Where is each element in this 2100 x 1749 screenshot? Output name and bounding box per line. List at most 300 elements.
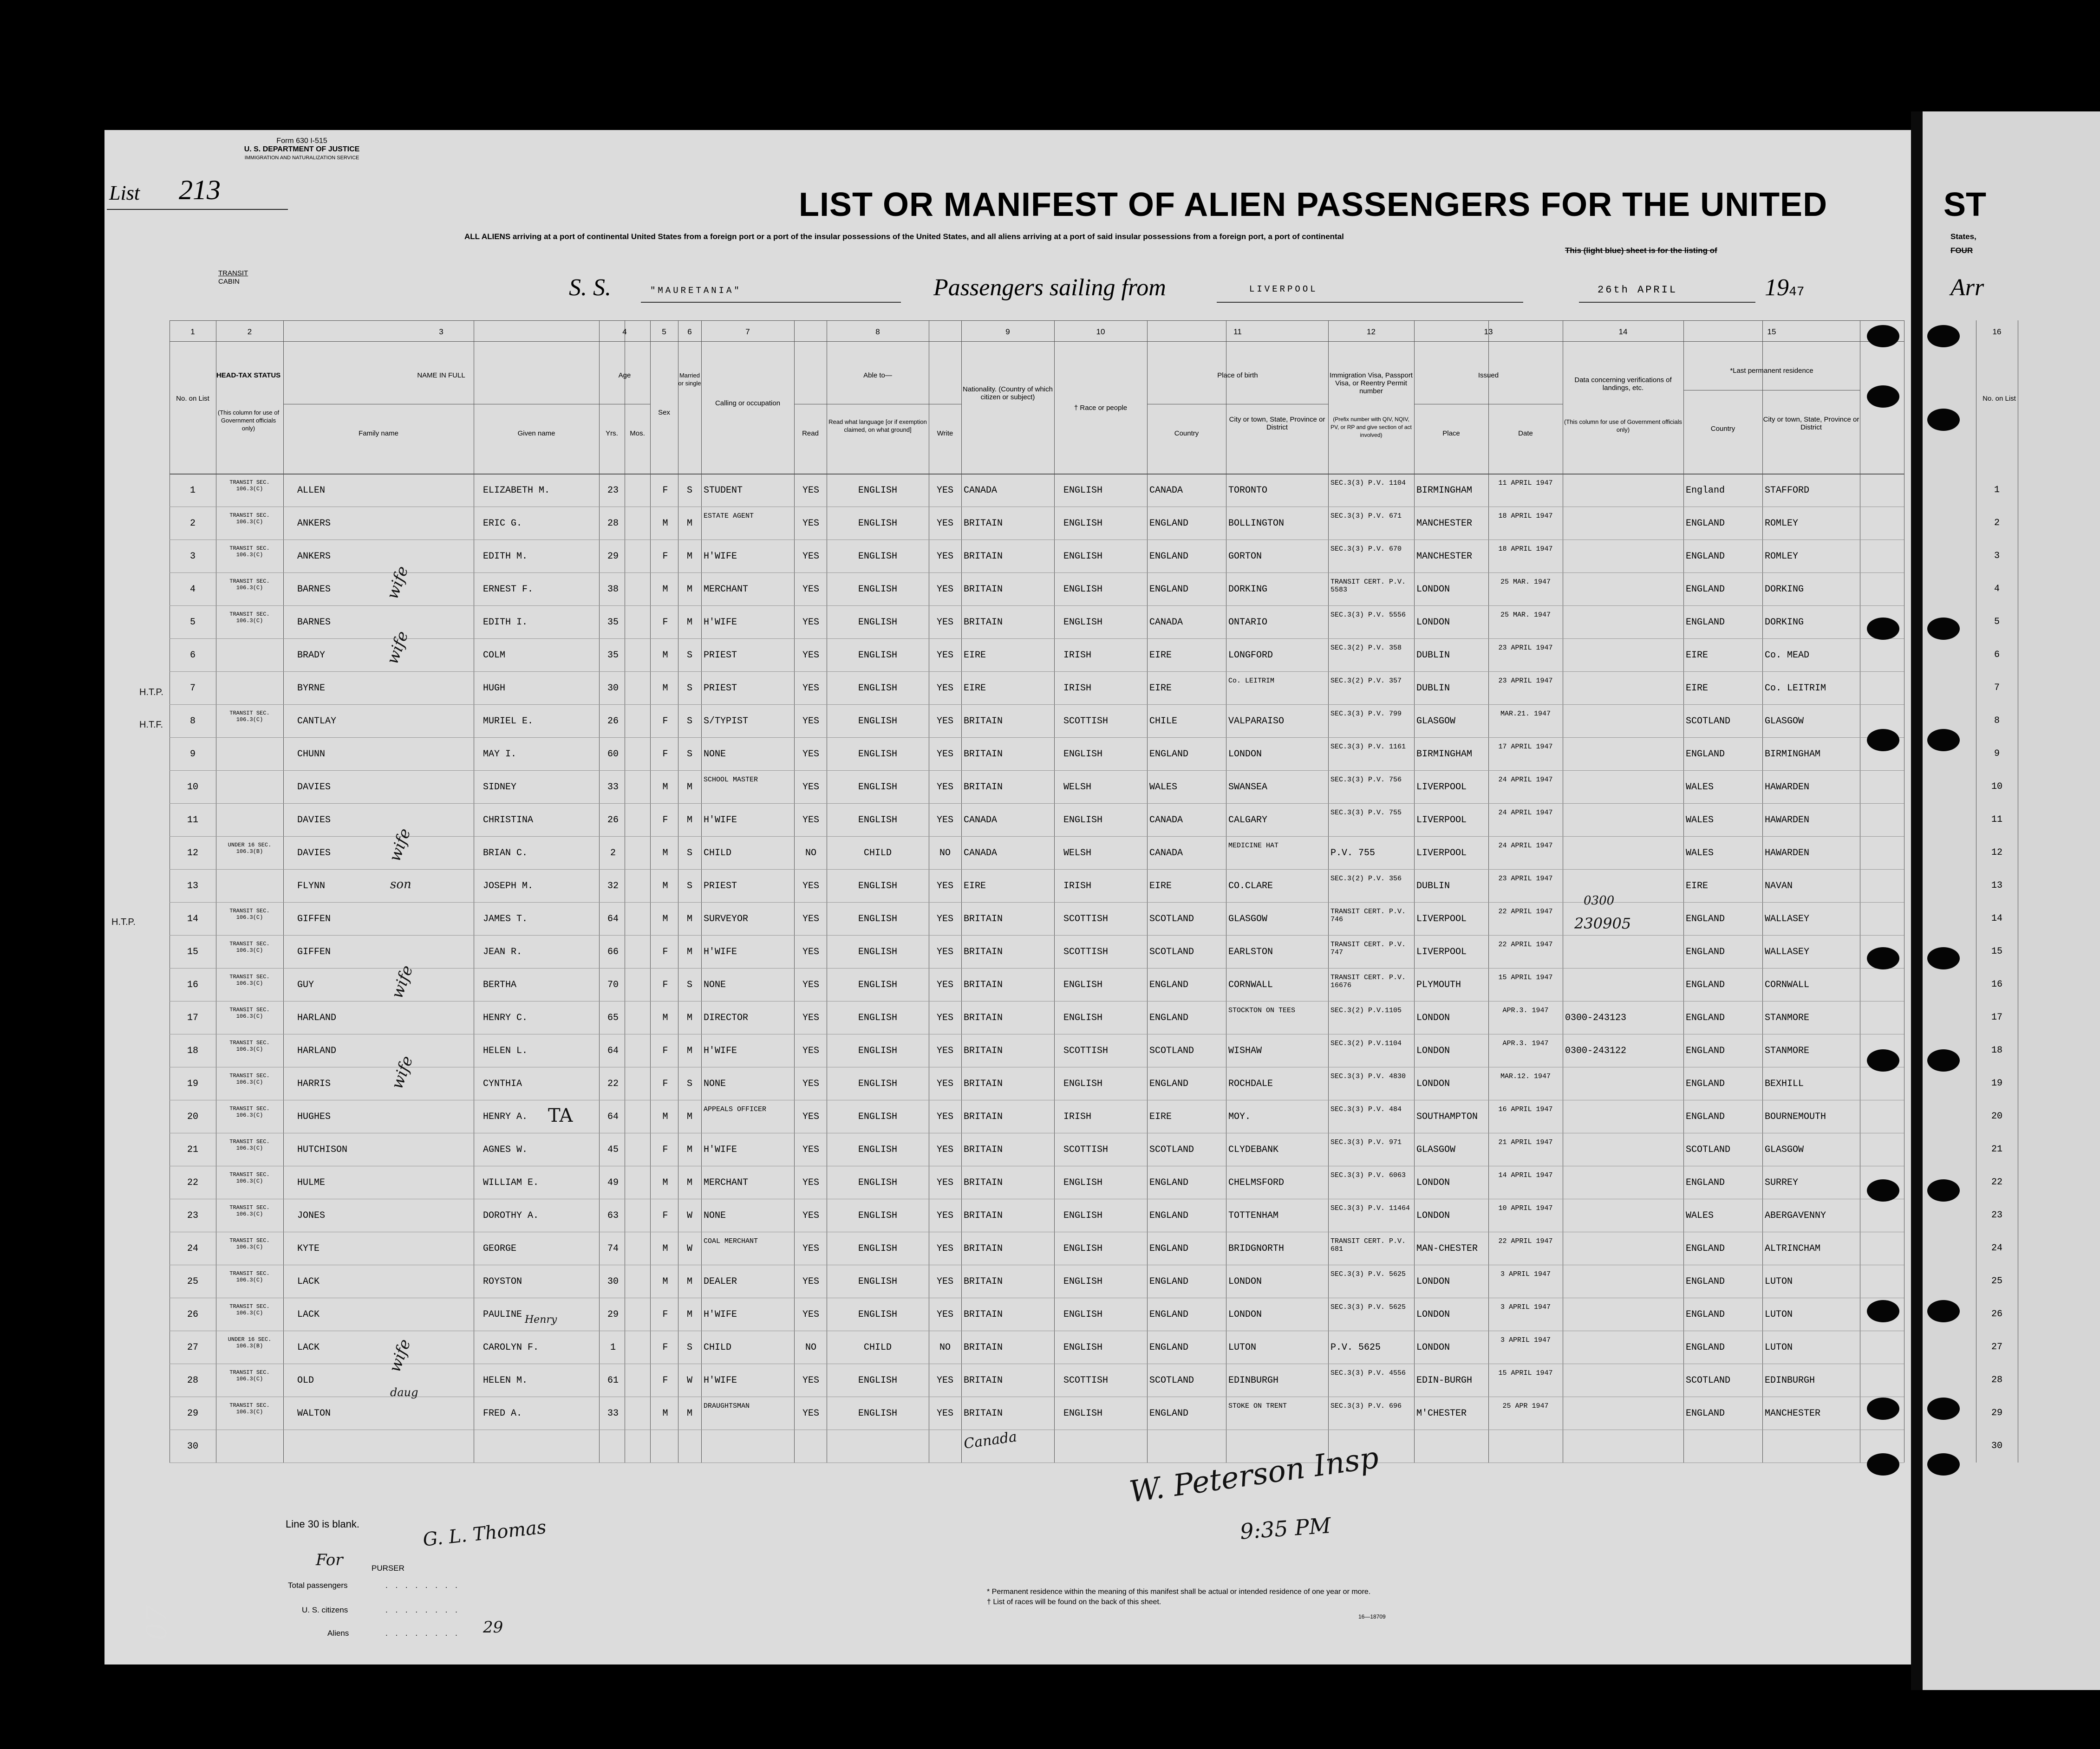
hdr-able-to: Able to— — [863, 371, 892, 379]
cell-rcity: HAWARDEN — [1765, 782, 1810, 793]
punch-hole — [1927, 618, 1960, 640]
cell-bcity: ONTARIO — [1228, 618, 1268, 628]
cell-occ: SCHOOL MASTER — [704, 776, 758, 784]
cell-rcity: HAWARDEN — [1765, 848, 1810, 858]
cell-yrs: 29 — [607, 552, 619, 562]
cell-bcountry: EIRE — [1149, 881, 1172, 891]
aliens-count: 29 — [483, 1618, 503, 1637]
cell-sex: M — [662, 782, 668, 793]
note-wife-11: wife — [385, 826, 415, 864]
cell-sex: F — [662, 618, 668, 628]
cell-no: 9 — [189, 749, 196, 760]
cell-race: SCOTTISH — [1063, 1376, 1109, 1386]
cell-rcountry: ENGLAND — [1686, 1310, 1725, 1320]
cell-tax: TRANSIT SEC. 106.3(C) — [229, 611, 270, 624]
cell-read: YES — [802, 519, 819, 529]
cell-ms: M — [686, 1310, 692, 1320]
cell-no: 25 — [187, 1277, 198, 1287]
department: U. S. DEPARTMENT OF JUSTICE — [244, 145, 360, 153]
cell-date: MAR.12. 1947 — [1500, 1073, 1551, 1080]
grid-vline — [1488, 320, 1489, 1463]
cell-rcountry: ENGLAND — [1686, 1178, 1725, 1188]
cell-family: OLD — [297, 1376, 314, 1386]
cell-date: 25 APR 1947 — [1502, 1402, 1549, 1410]
cell-visa: SEC.3(3) P.V. 755 — [1330, 809, 1402, 817]
cell-write: YES — [936, 881, 953, 891]
cell-yrs: 64 — [607, 914, 619, 924]
cell-rcountry: EIRE — [1686, 881, 1709, 891]
page-gutter — [1911, 111, 1923, 1690]
cell-bcity: ROCHDALE — [1228, 1079, 1273, 1089]
cell-family: GIFFEN — [297, 947, 331, 957]
next-page-row-number: 20 — [1991, 1111, 2002, 1122]
cell-occ: MERCHANT — [704, 585, 749, 595]
cell-lang: ENGLISH — [858, 1112, 897, 1122]
cell-nat: BRITAIN — [964, 980, 1003, 990]
grid-row-line — [170, 671, 1904, 672]
cell-occ: H'WIFE — [704, 1145, 737, 1155]
cell-occ: NONE — [704, 1211, 726, 1221]
cell-given: COLM — [483, 650, 506, 661]
punch-hole — [1867, 1300, 1899, 1322]
cell-tax: TRANSIT SEC. 106.3(C) — [229, 1040, 270, 1053]
cell-race: SCOTTISH — [1063, 947, 1109, 957]
cell-read: YES — [802, 618, 819, 628]
cell-visa: TRANSIT CERT. P.V. 747 — [1330, 941, 1406, 956]
list-label: List — [109, 182, 140, 204]
cell-lang: ENGLISH — [858, 1277, 897, 1287]
cell-date: MAR.21. 1947 — [1500, 710, 1551, 718]
cell-rcountry: ENGLAND — [1686, 980, 1725, 990]
cell-bcity: BRIDGNORTH — [1228, 1244, 1285, 1254]
cell-sex: F — [662, 552, 668, 562]
cell-no: 8 — [189, 716, 196, 727]
column-number: 16 — [1992, 327, 2002, 336]
cell-given: CAROLYN F. — [483, 1343, 539, 1353]
next-page-row-number: 8 — [1994, 715, 2000, 726]
cell-lang: ENGLISH — [858, 1244, 897, 1254]
cell-date: 25 MAR. 1947 — [1500, 578, 1551, 586]
cell-place: LONDON — [1416, 1178, 1450, 1188]
cell-bcity: LUTON — [1228, 1343, 1257, 1353]
cell-ms: W — [686, 1211, 692, 1221]
service: IMMIGRATION AND NATURALIZATION SERVICE — [244, 155, 359, 161]
cell-visa: SEC.3(2) P.V. 356 — [1330, 875, 1402, 883]
cell-ms: S — [686, 650, 692, 661]
cell-rcountry: WALES — [1686, 848, 1714, 858]
cell-place: LONDON — [1416, 1310, 1450, 1320]
cell-read: YES — [802, 1145, 819, 1155]
cell-place: M'CHESTER — [1416, 1409, 1467, 1419]
cell-nat: BRITAIN — [964, 716, 1003, 727]
cell-family: DAVIES — [297, 782, 331, 793]
cell-bcity: WISHAW — [1228, 1046, 1262, 1056]
cell-place: LIVERPOOL — [1416, 815, 1467, 826]
cell-ms: M — [686, 947, 692, 957]
cell-nat: BRITAIN — [964, 749, 1003, 760]
cell-occ: NONE — [704, 1079, 726, 1089]
cell-sex: M — [662, 519, 668, 529]
cell-given: CHRISTINA — [483, 815, 534, 826]
cell-nat: BRITAIN — [964, 585, 1003, 595]
cell-write: YES — [936, 1013, 953, 1023]
note-son-12: son — [390, 878, 411, 891]
cell-no: 29 — [187, 1409, 198, 1419]
cell-lang: ENGLISH — [858, 486, 897, 496]
cell-rcity: CORNWALL — [1765, 980, 1810, 990]
cell-bcity: Co. LEITRIM — [1228, 677, 1275, 685]
cell-lang: ENGLISH — [858, 815, 897, 826]
cell-family: HUGHES — [297, 1112, 331, 1122]
cell-place: LONDON — [1416, 1277, 1450, 1287]
next-page-row-number: 30 — [1991, 1441, 2002, 1451]
hdr-place-of-birth: Place of birth — [1217, 371, 1258, 379]
cell-sex: F — [662, 980, 668, 990]
cell-rcountry: ENGLAND — [1686, 1046, 1725, 1056]
cell-write: YES — [936, 1079, 953, 1089]
cell-bcity: SWANSEA — [1228, 782, 1268, 793]
cell-sex: F — [662, 1079, 668, 1089]
cell-family: JONES — [297, 1211, 326, 1221]
port-underline — [1217, 302, 1523, 303]
cell-sex: M — [662, 848, 668, 858]
cell-race: WELSH — [1063, 848, 1092, 858]
cell-visa: SEC.3(3) P.V. 1161 — [1330, 743, 1406, 751]
cabin-label: CABIN — [218, 278, 240, 286]
punch-hole — [1867, 618, 1899, 640]
cell-bcountry: EIRE — [1149, 1112, 1172, 1122]
cell-lang: ENGLISH — [858, 1046, 897, 1056]
cell-tax: TRANSIT SEC. 106.3(C) — [229, 941, 270, 954]
cell-rcity: HAWARDEN — [1765, 815, 1810, 826]
cell-bcity: CORNWALL — [1228, 980, 1273, 990]
hdr-data-note: (This column for use of Government officials only) — [1564, 418, 1683, 433]
grid-hline — [170, 474, 1904, 475]
cell-write: YES — [936, 683, 953, 694]
punch-hole — [1867, 1179, 1899, 1202]
cell-tax: TRANSIT SEC. 106.3(C) — [229, 1402, 270, 1415]
column-number: 12 — [1367, 327, 1376, 336]
cell-visa: SEC.3(3) P.V. 671 — [1330, 512, 1402, 520]
cell-nat: BRITAIN — [964, 1079, 1003, 1089]
cell-given: ELIZABETH M. — [483, 486, 550, 496]
cell-lang: CHILD — [863, 848, 892, 858]
purser-label: PURSER — [372, 1564, 404, 1573]
cell-occ: DIRECTOR — [704, 1013, 749, 1023]
cell-race: WELSH — [1063, 782, 1092, 793]
cell-no: 23 — [187, 1211, 198, 1221]
cell-family: ANKERS — [297, 519, 331, 529]
cell-place: LONDON — [1416, 1046, 1450, 1056]
cell-occ: H'WIFE — [704, 618, 737, 628]
cell-nat: BRITAIN — [964, 1046, 1003, 1056]
hdr-race: † Race or people — [1074, 404, 1128, 412]
cell-rcity: BIRMINGHAM — [1765, 749, 1821, 760]
cell-yrs: 32 — [607, 881, 619, 891]
cell-family: DAVIES — [297, 848, 331, 858]
cell-family: FLYNN — [297, 881, 326, 891]
punch-hole — [1867, 1049, 1899, 1072]
cell-race: ENGLISH — [1063, 519, 1103, 529]
next-page-row-number: 13 — [1991, 880, 2002, 891]
cell-read: YES — [802, 1178, 819, 1188]
cell-rcountry: ENGLAND — [1686, 1013, 1725, 1023]
cell-ms: M — [686, 585, 692, 595]
note-data-13a: 0300 — [1584, 894, 1615, 908]
cell-given: EDITH I. — [483, 618, 528, 628]
cell-rcity: STANMORE — [1765, 1046, 1810, 1056]
punch-hole — [1927, 1300, 1960, 1322]
cell-tax: TRANSIT SEC. 106.3(C) — [229, 1270, 270, 1283]
hdr-head-tax: HEAD-TAX STATUS — [216, 371, 281, 379]
cell-ms: S — [686, 980, 692, 990]
cell-yrs: 66 — [607, 947, 619, 957]
note-wife-26: wife — [385, 1337, 415, 1375]
cell-bcountry: ENGLAND — [1149, 1079, 1189, 1089]
cell-visa: SEC.3(3) P.V. 6063 — [1330, 1171, 1406, 1179]
form-number: Form 630 I-515 — [276, 137, 327, 145]
cell-sex: F — [662, 815, 668, 826]
cell-visa: P.V. 5625 — [1330, 1343, 1381, 1353]
cell-family: HULME — [297, 1178, 326, 1188]
cell-read: YES — [802, 947, 819, 957]
column-number: 9 — [1005, 327, 1010, 336]
cell-race: IRISH — [1063, 881, 1092, 891]
cell-race: ENGLISH — [1063, 815, 1103, 826]
cell-ms: S — [686, 716, 692, 727]
cell-tax: TRANSIT SEC. 106.3(C) — [229, 1138, 270, 1151]
ship-underline — [641, 302, 901, 303]
cell-bcountry: SCOTLAND — [1149, 1145, 1194, 1155]
cell-rcountry: WALES — [1686, 1211, 1714, 1221]
hdr-birth-city: City or town, State, Province or District — [1229, 416, 1325, 431]
column-number: 4 — [622, 327, 627, 336]
cell-bcountry: CANADA — [1149, 486, 1183, 496]
cell-yrs: 30 — [607, 1277, 619, 1287]
cell-sex: M — [662, 650, 668, 661]
column-number: 5 — [662, 327, 666, 336]
cell-visa: SEC.3(2) P.V. 358 — [1330, 644, 1402, 652]
cell-date: 22 APRIL 1947 — [1498, 941, 1553, 949]
cell-given: PAULINE — [483, 1310, 522, 1320]
cell-family: BARNES — [297, 618, 331, 628]
cell-yrs: 35 — [607, 650, 619, 661]
note-daug-27: daug — [390, 1386, 418, 1399]
cell-read: YES — [802, 1046, 819, 1056]
cell-date: 23 APRIL 1947 — [1498, 644, 1553, 652]
cell-race: ENGLISH — [1063, 1211, 1103, 1221]
note-htp-6: H.T.P. — [139, 687, 163, 697]
cell-lang: ENGLISH — [858, 618, 897, 628]
hdr-visa: Immigration Visa, Passport Visa, or Reentry Permit number — [1330, 371, 1413, 395]
cell-read: YES — [802, 1376, 819, 1386]
cell-nat: BRITAIN — [964, 552, 1003, 562]
cell-rcountry: SCOTLAND — [1686, 1376, 1731, 1386]
cell-lang: ENGLISH — [858, 914, 897, 924]
cell-race: ENGLISH — [1063, 980, 1103, 990]
cell-yrs: 60 — [607, 749, 619, 760]
grid-row-line — [170, 605, 1904, 606]
line30-note: Line 30 is blank. — [286, 1518, 359, 1530]
cell-sex: F — [662, 1046, 668, 1056]
next-page-row-number: 18 — [1991, 1045, 2002, 1056]
cell-sex: F — [662, 1211, 668, 1221]
cell-lang: ENGLISH — [858, 585, 897, 595]
grid-row-line — [170, 869, 1904, 870]
hdr-write: Write — [937, 429, 953, 437]
hdr-visa-note: (Prefix number with QIV, NQIV, PV, or RP and give section of act involved) — [1330, 416, 1412, 438]
cell-rcountry: ENGLAND — [1686, 552, 1725, 562]
cell-yrs: 64 — [607, 1112, 619, 1122]
cell-nat: EIRE — [964, 881, 986, 891]
cell-yrs: 29 — [607, 1310, 619, 1320]
cell-ms: M — [686, 1013, 692, 1023]
cell-rcity: NAVAN — [1765, 881, 1793, 891]
hdr-age: Age — [618, 371, 631, 379]
date-value: 26th APRIL — [1598, 284, 1678, 296]
cell-bcountry: ENGLAND — [1149, 1211, 1189, 1221]
cell-rcity: LUTON — [1765, 1343, 1793, 1353]
grid-row-line — [170, 803, 1904, 804]
cell-family: WALTON — [297, 1409, 331, 1419]
cell-no: 15 — [187, 947, 198, 957]
cell-rcountry: ENGLAND — [1686, 749, 1725, 760]
next-page-row-number: 9 — [1994, 748, 2000, 759]
cell-nat: BRITAIN — [964, 1112, 1003, 1122]
next-page-row-number: 5 — [1994, 617, 2000, 627]
cell-ms: S — [686, 749, 692, 760]
cell-given: EDITH M. — [483, 552, 528, 562]
cell-read: YES — [802, 683, 819, 694]
list-rule — [107, 209, 288, 210]
cell-ms: S — [686, 881, 692, 891]
cell-visa: SEC.3(3) P.V. 5625 — [1330, 1270, 1406, 1278]
cell-place: LIVERPOOL — [1416, 782, 1467, 793]
cell-rcity: STAFFORD — [1765, 486, 1810, 496]
cell-no: 13 — [187, 881, 198, 891]
cell-occ: H'WIFE — [704, 1376, 737, 1386]
cell-bcity: TORONTO — [1228, 486, 1268, 496]
cell-write: YES — [936, 1409, 953, 1419]
cell-sex: F — [662, 716, 668, 727]
cell-rcountry: ENGLAND — [1686, 1079, 1725, 1089]
cell-rcountry: ENGLAND — [1686, 1409, 1725, 1419]
cell-tax: TRANSIT SEC. 106.3(C) — [229, 578, 270, 591]
cell-lang: ENGLISH — [858, 1145, 897, 1155]
cell-race: ENGLISH — [1063, 1409, 1103, 1419]
cell-occ: SURVEYOR — [704, 914, 749, 924]
cell-read: YES — [802, 881, 819, 891]
cell-occ: CHILD — [704, 848, 732, 858]
cell-date: 3 APRIL 1947 — [1500, 1336, 1551, 1344]
cell-bcountry: CHILE — [1149, 716, 1178, 727]
cell-yrs: 22 — [607, 1079, 619, 1089]
cell-bcity: DORKING — [1228, 585, 1268, 595]
cell-bcity: EARLSTON — [1228, 947, 1273, 957]
cell-nat: BRITAIN — [964, 1343, 1003, 1353]
cell-occ: MERCHANT — [704, 1178, 749, 1188]
cell-read: YES — [802, 1079, 819, 1089]
cell-visa: SEC.3(3) P.V. 756 — [1330, 776, 1402, 784]
cell-family: BYRNE — [297, 683, 326, 694]
cell-occ: NONE — [704, 749, 726, 760]
cell-nat: BRITAIN — [964, 1244, 1003, 1254]
for-label: For — [316, 1551, 343, 1569]
cell-bcountry: ENGLAND — [1149, 552, 1189, 562]
cell-write: NO — [939, 848, 951, 858]
cell-yrs: 49 — [607, 1178, 619, 1188]
cell-no: 18 — [187, 1046, 198, 1056]
cell-rcity: LUTON — [1765, 1310, 1793, 1320]
cell-visa: SEC.3(3) P.V. 1104 — [1330, 479, 1406, 487]
cell-date: 10 APRIL 1947 — [1498, 1204, 1553, 1212]
cell-tax: TRANSIT SEC. 106.3(C) — [229, 974, 270, 987]
punch-hole — [1927, 1453, 1960, 1476]
cell-race: ENGLISH — [1063, 1310, 1103, 1320]
cell-write: YES — [936, 947, 953, 957]
cell-sex: M — [662, 1244, 668, 1254]
cell-no: 14 — [187, 914, 198, 924]
hdr-birth-country: Country — [1174, 429, 1199, 437]
next-page-row-number: 1 — [1994, 485, 2000, 495]
next-page-row-number: 26 — [1991, 1309, 2002, 1320]
cell-rcity: BOURNEMOUTH — [1765, 1112, 1826, 1122]
cell-family: ANKERS — [297, 552, 331, 562]
cell-nat: BRITAIN — [964, 1178, 1003, 1188]
column-number: 2 — [247, 327, 252, 336]
cell-lang: ENGLISH — [858, 782, 897, 793]
cell-bcity: TOTTENHAM — [1228, 1211, 1279, 1221]
hdr-res-country: Country — [1710, 425, 1735, 433]
hdr-issued-date: Date — [1518, 429, 1533, 437]
cell-bcountry: EIRE — [1149, 683, 1172, 694]
cell-lang: ENGLISH — [858, 1013, 897, 1023]
cell-write: YES — [936, 914, 953, 924]
cell-visa: TRANSIT CERT. P.V. 681 — [1330, 1237, 1406, 1253]
next-page-row-number: 29 — [1991, 1408, 2002, 1418]
grid-row-line — [170, 836, 1904, 837]
cell-date: 17 APRIL 1947 — [1498, 743, 1553, 751]
cell-place: DUBLIN — [1416, 881, 1450, 891]
cell-read: YES — [802, 1277, 819, 1287]
cell-tax: TRANSIT SEC. 106.3(C) — [229, 710, 270, 723]
cell-no: 2 — [189, 519, 196, 529]
cell-race: IRISH — [1063, 650, 1092, 661]
cell-ms: M — [686, 782, 692, 793]
cell-date: 22 APRIL 1947 — [1498, 1237, 1553, 1245]
cell-tax: TRANSIT SEC. 106.3(C) — [229, 1171, 270, 1184]
cell-write: YES — [936, 1145, 953, 1155]
cell-given: HELEN L. — [483, 1046, 528, 1056]
cell-place: MAN-CHESTER — [1416, 1244, 1478, 1254]
cell-ms: M — [686, 914, 692, 924]
cell-family: GUY — [297, 980, 314, 990]
cell-rcountry: ENGLAND — [1686, 1277, 1725, 1287]
note-henry-25: Henry — [525, 1314, 557, 1326]
cell-date: 15 APRIL 1947 — [1498, 1369, 1553, 1377]
hdr-calling: Calling or occupation — [715, 399, 781, 407]
ss-label: S. S. — [569, 274, 611, 301]
cell-occ: STUDENT — [704, 486, 743, 496]
grid-vline — [599, 320, 600, 1463]
cell-ms: M — [686, 618, 692, 628]
punch-hole — [1927, 325, 1960, 347]
hdr-married: Married or single — [678, 372, 701, 387]
cell-ms: S — [686, 486, 692, 496]
cell-occ: DEALER — [704, 1277, 737, 1287]
cell-read: NO — [805, 848, 816, 858]
cell-yrs: 26 — [607, 716, 619, 727]
